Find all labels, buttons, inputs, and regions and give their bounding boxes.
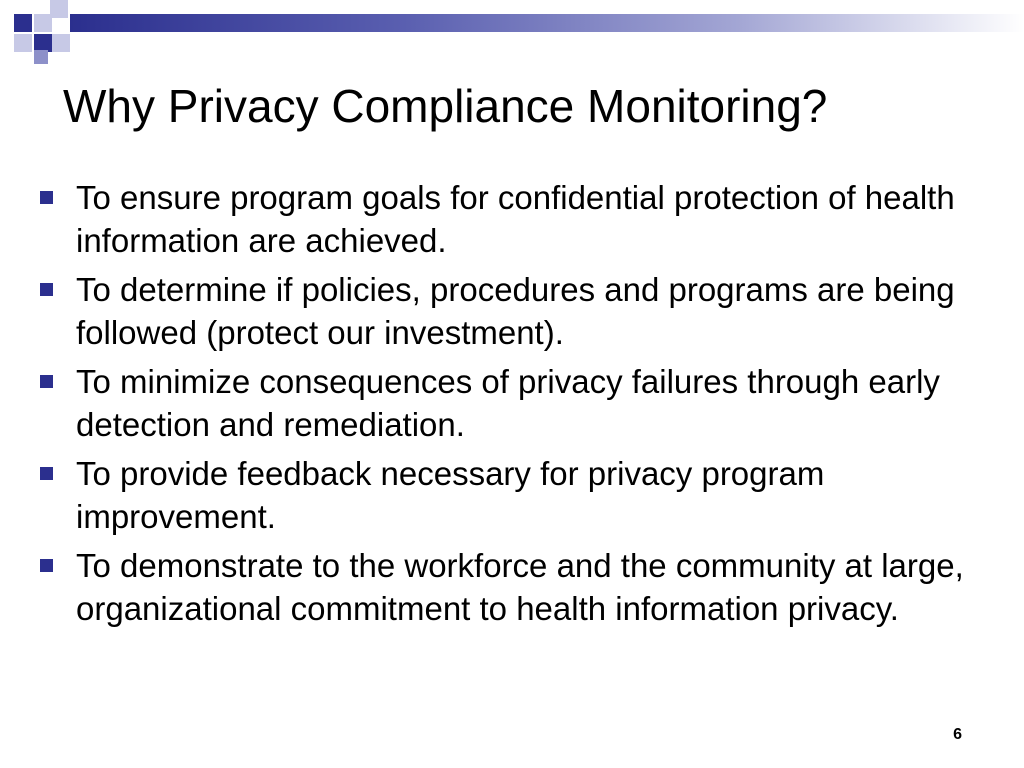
slide-title: Why Privacy Compliance Monitoring? xyxy=(63,80,828,132)
bullet-item xyxy=(40,360,1000,446)
square-bullet-icon xyxy=(40,467,53,480)
square-bullet-icon xyxy=(40,191,53,204)
page-number: 6 xyxy=(953,726,962,743)
decor-square-7 xyxy=(34,50,48,64)
bullet-item xyxy=(40,176,1000,262)
bullet-item xyxy=(40,452,1000,538)
bullet-text: To provide feedback necessary for privacy program improvement. xyxy=(76,455,825,535)
decor-square-6 xyxy=(52,34,70,52)
bullet-list xyxy=(40,176,1000,636)
header-gradient-bar xyxy=(70,14,1024,32)
decor-square-4 xyxy=(14,34,32,52)
bullet-text: To demonstrate to the workforce and the community at large, organizational commitment to health information privacy. xyxy=(76,547,964,627)
bullet-text: To ensure program goals for confidential protection of health information are achieved. xyxy=(76,179,955,259)
bullet-item xyxy=(40,268,1000,354)
bullet-text: To minimize consequences of privacy failures through early detection and remediation. xyxy=(76,363,940,443)
decor-square-3 xyxy=(50,0,68,18)
decor-square-1 xyxy=(14,14,32,32)
bullet-item xyxy=(40,544,1000,630)
square-bullet-icon xyxy=(40,283,53,296)
square-bullet-icon xyxy=(40,375,53,388)
square-bullet-icon xyxy=(40,559,53,572)
bullet-text: To determine if policies, procedures and programs are being followed (protect our investment). xyxy=(76,271,955,351)
